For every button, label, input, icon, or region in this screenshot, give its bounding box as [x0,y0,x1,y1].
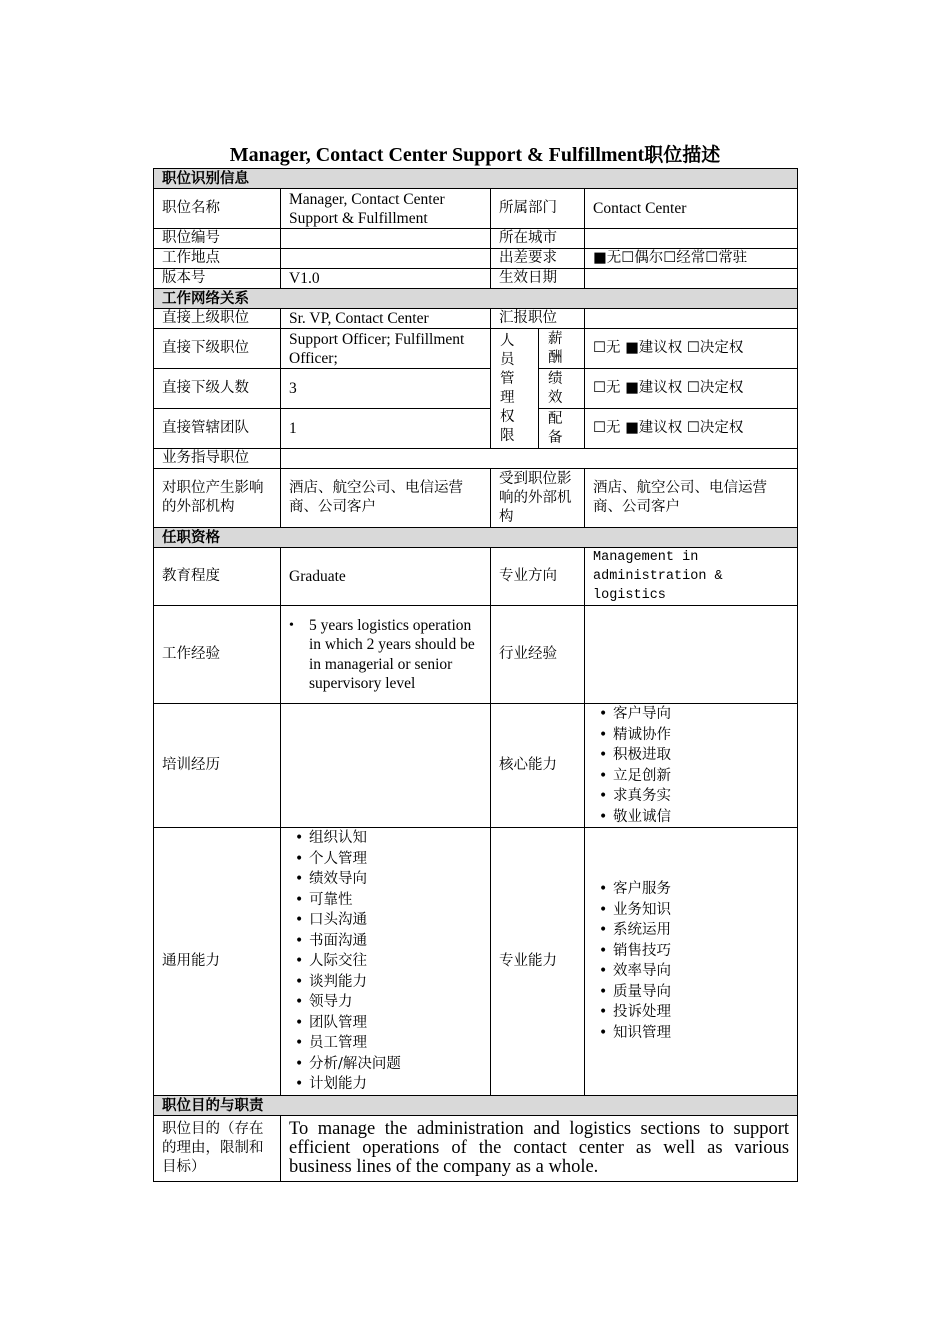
value-travel: ■无☐偶尔☐经常☐常驻 [585,249,798,269]
label-report: 汇报职位 [491,309,585,329]
row-experience [154,606,798,704]
core-item: • 敬业诚信 [593,807,789,828]
label-sub-count: 直接下级人数 [154,369,281,409]
general-item: • 计划能力 [289,1074,482,1095]
value-effective [585,269,798,289]
section-qualification: 任职资格 [154,528,798,548]
label-version: 版本号 [154,269,281,289]
label-city: 所在城市 [491,229,585,249]
label-core: 核心能力 [491,704,585,828]
professional-item: • 质量导向 [593,982,789,1003]
general-item: • 领导力 [289,992,482,1013]
core-item: • 立足创新 [593,766,789,787]
value-subordinate: Support Officer; Fulfillment Officer; [281,329,491,369]
row-subordinate [154,329,798,369]
label-major: 专业方向 [491,548,585,606]
label-superior: 直接上级职位 [154,309,281,329]
general-item: • 分析/解决问题 [289,1054,482,1075]
professional-item: • 投诉处理 [593,1002,789,1023]
row-version [154,269,798,289]
label-industry: 行业经验 [491,606,585,704]
value-general [281,828,491,1096]
value-experience [281,606,491,704]
value-training [281,704,491,828]
label-mgmt-authority: 人 员 管 理 权 限 [491,329,539,449]
label-compensation: 薪 酬 [539,329,585,369]
value-location [281,249,491,269]
label-department: 所属部门 [491,189,585,229]
core-item: • 精诚协作 [593,725,789,746]
professional-item: • 业务知识 [593,900,789,921]
label-subordinate: 直接下级职位 [154,329,281,369]
professional-item: • 效率导向 [593,961,789,982]
value-ext-affected: 酒店、航空公司、电信运营商、公司客户 [585,469,798,528]
label-ext-affect: 对职位产生影响的外部机构 [154,469,281,528]
value-industry [585,606,798,704]
row-superior [154,309,798,329]
row-purpose [154,1115,798,1181]
general-item: • 书面沟通 [289,931,482,952]
label-experience: 工作经验 [154,606,281,704]
general-item: • 员工管理 [289,1033,482,1054]
value-position-no [281,229,491,249]
professional-item: • 客户服务 [593,879,789,900]
row-training [154,704,798,828]
label-general: 通用能力 [154,828,281,1096]
document-title [153,142,797,168]
row-team [154,409,798,449]
label-guidance: 业务指导职位 [154,449,281,469]
value-sub-count: 3 [281,369,491,409]
label-position-name: 职位名称 [154,189,281,229]
value-core [585,704,798,828]
value-superior: Sr. VP, Contact Center [281,309,491,329]
value-education: Graduate [281,548,491,606]
value-version: V1.0 [281,269,491,289]
professional-item: • 知识管理 [593,1023,789,1044]
value-guidance [281,449,798,469]
value-professional [585,828,798,1096]
core-item: • 积极进取 [593,745,789,766]
label-team: 直接管辖团队 [154,409,281,449]
general-item: • 口头沟通 [289,910,482,931]
title-en: Manager, Contact Center Support & Fulfillment [229,144,645,166]
professional-item: • 系统运用 [593,920,789,941]
label-professional: 专业能力 [491,828,585,1096]
value-position-name: Manager, Contact Center Support & Fulfillment [281,189,491,229]
row-guidance [154,449,798,469]
value-purpose: To manage the administration and logistics sections to support efficient operations of the contact center as well as various business lines of the company as a whole. [281,1115,798,1181]
label-purpose: 职位目的（存在的理由，限制和目标） [154,1115,281,1181]
label-travel: 出差要求 [491,249,585,269]
label-training: 培训经历 [154,704,281,828]
value-ext-affect: 酒店、航空公司、电信运营商、公司客户 [281,469,491,528]
value-department: Contact Center [585,189,798,229]
section-purpose: 职位目的与职责 [154,1095,798,1115]
core-item: • 客户导向 [593,704,789,725]
value-report [585,309,798,329]
row-sub-count [154,369,798,409]
row-position-name [154,189,798,229]
row-location [154,249,798,269]
label-performance: 绩 效 [539,369,585,409]
label-position-no: 职位编号 [154,229,281,249]
label-staffing: 配 备 [539,409,585,449]
value-compensation-auth: ☐无 ■建议权 ☐决定权 [585,329,798,369]
general-item: • 绩效导向 [289,869,482,890]
professional-item: • 销售技巧 [593,941,789,962]
general-item: • 团队管理 [289,1013,482,1034]
title-cn: 职位描述 [644,144,721,166]
job-description-table [153,168,798,1182]
value-major: Management in administration & logistics [585,548,798,606]
general-item: • 人际交往 [289,951,482,972]
label-ext-affected: 受到职位影响的外部机构 [491,469,585,528]
value-team: 1 [281,409,491,449]
general-item: • 组织认知 [289,828,482,849]
label-education: 教育程度 [154,548,281,606]
row-general [154,828,798,1096]
label-location: 工作地点 [154,249,281,269]
section-id-info: 职位识别信息 [154,169,798,189]
experience-item: • 5 years logistics operation in which 2 years should be in managerial or senior supervisory level [289,616,482,694]
core-item: • 求真务实 [593,786,789,807]
general-item: • 谈判能力 [289,972,482,993]
value-city [585,229,798,249]
general-item: • 可靠性 [289,890,482,911]
value-performance-auth: ☐无 ■建议权 ☐决定权 [585,369,798,409]
row-position-no [154,229,798,249]
section-network: 工作网络关系 [154,289,798,309]
general-item: • 个人管理 [289,849,482,870]
label-effective: 生效日期 [491,269,585,289]
row-education [154,548,798,606]
row-external [154,469,798,528]
value-staffing-auth: ☐无 ■建议权 ☐决定权 [585,409,798,449]
